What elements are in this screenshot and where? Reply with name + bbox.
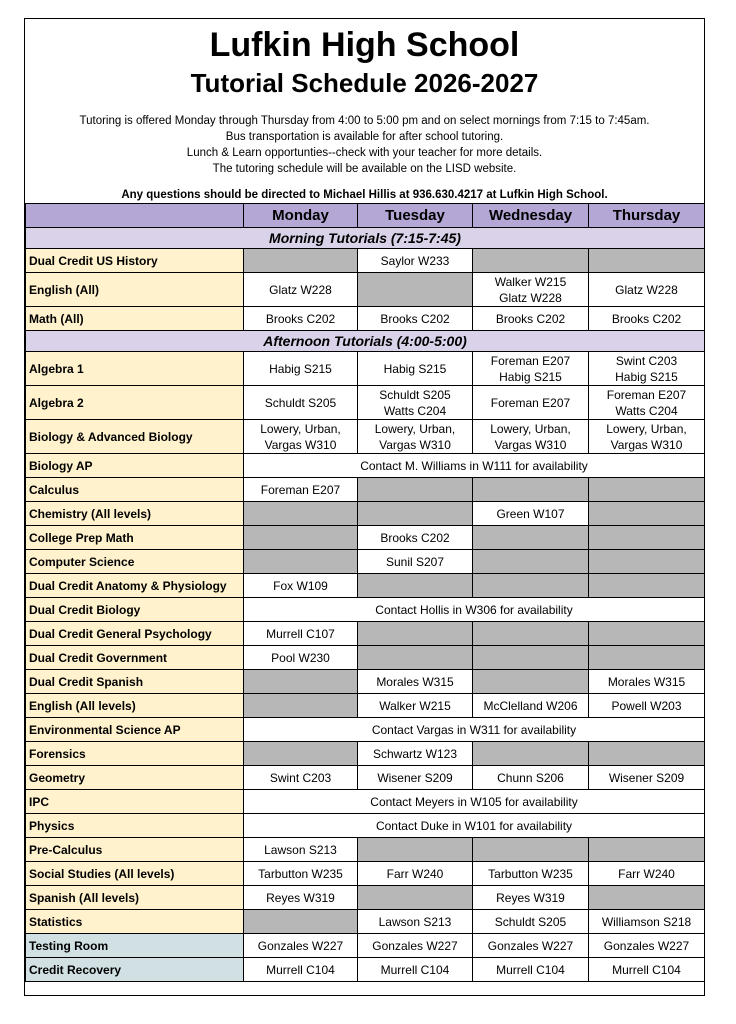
cell-wednesday: McClelland W206: [473, 694, 589, 718]
cell-thursday: [589, 526, 705, 550]
schedule-body: [26, 228, 705, 982]
cell-tuesday: Farr W240: [358, 862, 473, 886]
intro-line: Tutoring is offered Monday through Thursday from 4:00 to 5:00 pm and on select mornings from 7:15 to 7:45am.: [79, 115, 650, 127]
cell-monday: [244, 550, 358, 574]
table-row: [26, 386, 705, 420]
cell-monday: Swint C203: [244, 766, 358, 790]
cell-thursday: [589, 550, 705, 574]
contact-line: Any questions should be directed to Michael Hillis at 936.630.4217 at Lufkin High School.: [121, 189, 608, 201]
table-row: [26, 307, 705, 331]
cell-tuesday: [358, 886, 473, 910]
subject-cell: Geometry: [26, 766, 244, 790]
cell-wednesday: Lowery, Urban, Vargas W310: [473, 420, 589, 454]
section-label: Morning Tutorials (7:15-7:45): [26, 228, 705, 249]
subject-cell: Biology AP: [26, 454, 244, 478]
subject-cell: Calculus: [26, 478, 244, 502]
table-row: [26, 454, 705, 478]
day-header-wednesday: Wednesday: [473, 204, 589, 228]
subject-cell: Testing Room: [26, 934, 244, 958]
intro-line: The tutoring schedule will be available on the LISD website.: [212, 163, 517, 175]
day-header-tuesday: Tuesday: [358, 204, 473, 228]
cell-monday: Tarbutton W235: [244, 862, 358, 886]
subject-cell: Dual Credit Spanish: [26, 670, 244, 694]
cell-thursday: Gonzales W227: [589, 934, 705, 958]
table-row: [26, 502, 705, 526]
subject-cell: Dual Credit Anatomy & Physiology: [26, 574, 244, 598]
cell-tuesday: Walker W215: [358, 694, 473, 718]
cell-monday: Pool W230: [244, 646, 358, 670]
day-header-monday: Monday: [244, 204, 358, 228]
availability-note: Contact Duke in W101 for availability: [244, 814, 705, 838]
subject-cell: Algebra 2: [26, 386, 244, 420]
cell-thursday: Morales W315: [589, 670, 705, 694]
cell-wednesday: [473, 646, 589, 670]
availability-note: Contact Meyers in W105 for availability: [244, 790, 705, 814]
cell-thursday: Williamson S218: [589, 910, 705, 934]
table-row: [26, 718, 705, 742]
table-row: [26, 742, 705, 766]
subject-cell: English (All): [26, 273, 244, 307]
cell-wednesday: [473, 478, 589, 502]
table-row: [26, 273, 705, 307]
cell-thursday: [589, 249, 705, 273]
table-row: [26, 420, 705, 454]
cell-wednesday: Walker W215 Glatz W228: [473, 273, 589, 307]
subject-cell: Dual Credit Biology: [26, 598, 244, 622]
subject-cell: Dual Credit Government: [26, 646, 244, 670]
cell-wednesday: Foreman E207 Habig S215: [473, 352, 589, 386]
table-row: [26, 622, 705, 646]
cell-thursday: [589, 502, 705, 526]
cell-wednesday: [473, 574, 589, 598]
table-row: [26, 790, 705, 814]
section-row: [26, 228, 705, 249]
cell-thursday: Glatz W228: [589, 273, 705, 307]
cell-thursday: Powell W203: [589, 694, 705, 718]
cell-tuesday: Schwartz W123: [358, 742, 473, 766]
table-row: [26, 814, 705, 838]
availability-note: Contact Hollis in W306 for availability: [244, 598, 705, 622]
schedule-page: [24, 18, 705, 996]
cell-wednesday: Foreman E207: [473, 386, 589, 420]
subject-cell: Dual Credit General Psychology: [26, 622, 244, 646]
cell-monday: [244, 526, 358, 550]
cell-monday: [244, 249, 358, 273]
cell-wednesday: Tarbutton W235: [473, 862, 589, 886]
cell-tuesday: Gonzales W227: [358, 934, 473, 958]
table-row: [26, 249, 705, 273]
subject-cell: Physics: [26, 814, 244, 838]
cell-tuesday: [358, 646, 473, 670]
cell-tuesday: [358, 273, 473, 307]
subject-cell: IPC: [26, 790, 244, 814]
availability-note: Contact M. Williams in W111 for availability: [244, 454, 705, 478]
cell-tuesday: Lawson S213: [358, 910, 473, 934]
subject-cell: Computer Science: [26, 550, 244, 574]
cell-wednesday: [473, 838, 589, 862]
cell-thursday: [589, 646, 705, 670]
cell-tuesday: Habig S215: [358, 352, 473, 386]
cell-wednesday: Reyes W319: [473, 886, 589, 910]
cell-thursday: Wisener S209: [589, 766, 705, 790]
cell-monday: Lowery, Urban, Vargas W310: [244, 420, 358, 454]
cell-wednesday: [473, 249, 589, 273]
cell-wednesday: [473, 550, 589, 574]
cell-monday: Murrell C107: [244, 622, 358, 646]
subject-cell: College Prep Math: [26, 526, 244, 550]
table-row: [26, 958, 705, 982]
table-row: [26, 910, 705, 934]
header-row: [26, 204, 705, 228]
table-row: [26, 574, 705, 598]
subject-cell: Spanish (All levels): [26, 886, 244, 910]
cell-wednesday: Schuldt S205: [473, 910, 589, 934]
subject-cell: Algebra 1: [26, 352, 244, 386]
cell-tuesday: Brooks C202: [358, 307, 473, 331]
cell-tuesday: [358, 838, 473, 862]
cell-tuesday: [358, 622, 473, 646]
subject-cell: Credit Recovery: [26, 958, 244, 982]
table-row: [26, 550, 705, 574]
cell-monday: Habig S215: [244, 352, 358, 386]
subject-cell: English (All levels): [26, 694, 244, 718]
subject-cell: Statistics: [26, 910, 244, 934]
cell-wednesday: Green W107: [473, 502, 589, 526]
table-row: [26, 598, 705, 622]
cell-monday: Reyes W319: [244, 886, 358, 910]
cell-tuesday: [358, 502, 473, 526]
cell-thursday: Foreman E207 Watts C204: [589, 386, 705, 420]
cell-monday: Fox W109: [244, 574, 358, 598]
cell-monday: [244, 502, 358, 526]
cell-wednesday: [473, 742, 589, 766]
cell-wednesday: Brooks C202: [473, 307, 589, 331]
subject-cell: Environmental Science AP: [26, 718, 244, 742]
cell-thursday: [589, 886, 705, 910]
cell-thursday: [589, 742, 705, 766]
table-row: [26, 934, 705, 958]
table-row: [26, 862, 705, 886]
cell-tuesday: Murrell C104: [358, 958, 473, 982]
cell-monday: [244, 742, 358, 766]
table-row: [26, 352, 705, 386]
schedule-table: [25, 203, 705, 982]
subject-cell: Chemistry (All levels): [26, 502, 244, 526]
intro-line: Lunch & Learn opportunties--check with your teacher for more details.: [186, 147, 543, 159]
cell-wednesday: [473, 670, 589, 694]
page-title: Lufkin High School: [209, 26, 520, 64]
cell-monday: [244, 694, 358, 718]
cell-monday: Murrell C104: [244, 958, 358, 982]
cell-monday: Gonzales W227: [244, 934, 358, 958]
table-row: [26, 838, 705, 862]
subject-cell: Biology & Advanced Biology: [26, 420, 244, 454]
cell-tuesday: Morales W315: [358, 670, 473, 694]
cell-thursday: [589, 574, 705, 598]
cell-thursday: Murrell C104: [589, 958, 705, 982]
cell-tuesday: [358, 478, 473, 502]
cell-monday: Foreman E207: [244, 478, 358, 502]
cell-monday: Brooks C202: [244, 307, 358, 331]
cell-monday: Glatz W228: [244, 273, 358, 307]
table-row: [26, 886, 705, 910]
table-row: [26, 766, 705, 790]
intro-text: [25, 113, 704, 177]
cell-thursday: [589, 478, 705, 502]
cell-thursday: [589, 838, 705, 862]
table-row: [26, 478, 705, 502]
day-header-thursday: Thursday: [589, 204, 705, 228]
subject-cell: Social Studies (All levels): [26, 862, 244, 886]
subject-cell: Forensics: [26, 742, 244, 766]
cell-wednesday: Gonzales W227: [473, 934, 589, 958]
cell-thursday: Lowery, Urban, Vargas W310: [589, 420, 705, 454]
cell-tuesday: Sunil S207: [358, 550, 473, 574]
table-row: [26, 646, 705, 670]
cell-wednesday: [473, 622, 589, 646]
table-row: [26, 694, 705, 718]
section-row: [26, 331, 705, 352]
subject-cell: Math (All): [26, 307, 244, 331]
corner-header: [26, 204, 244, 228]
cell-tuesday: Brooks C202: [358, 526, 473, 550]
cell-wednesday: Chunn S206: [473, 766, 589, 790]
cell-thursday: Brooks C202: [589, 307, 705, 331]
cell-monday: [244, 670, 358, 694]
cell-tuesday: Lowery, Urban, Vargas W310: [358, 420, 473, 454]
cell-tuesday: [358, 574, 473, 598]
cell-tuesday: Wisener S209: [358, 766, 473, 790]
cell-thursday: Swint C203 Habig S215: [589, 352, 705, 386]
cell-tuesday: Saylor W233: [358, 249, 473, 273]
cell-tuesday: Schuldt S205 Watts C204: [358, 386, 473, 420]
cell-monday: Lawson S213: [244, 838, 358, 862]
subject-cell: Dual Credit US History: [26, 249, 244, 273]
section-label: Afternoon Tutorials (4:00-5:00): [26, 331, 705, 352]
cell-wednesday: [473, 526, 589, 550]
cell-thursday: [589, 622, 705, 646]
cell-thursday: Farr W240: [589, 862, 705, 886]
availability-note: Contact Vargas in W311 for availability: [244, 718, 705, 742]
cell-monday: Schuldt S205: [244, 386, 358, 420]
table-row: [26, 670, 705, 694]
cell-monday: [244, 910, 358, 934]
intro-line: Bus transportation is available for after school tutoring.: [225, 131, 504, 143]
page-subtitle: Tutorial Schedule 2026-2027: [190, 68, 539, 98]
table-row: [26, 526, 705, 550]
subject-cell: Pre-Calculus: [26, 838, 244, 862]
cell-wednesday: Murrell C104: [473, 958, 589, 982]
